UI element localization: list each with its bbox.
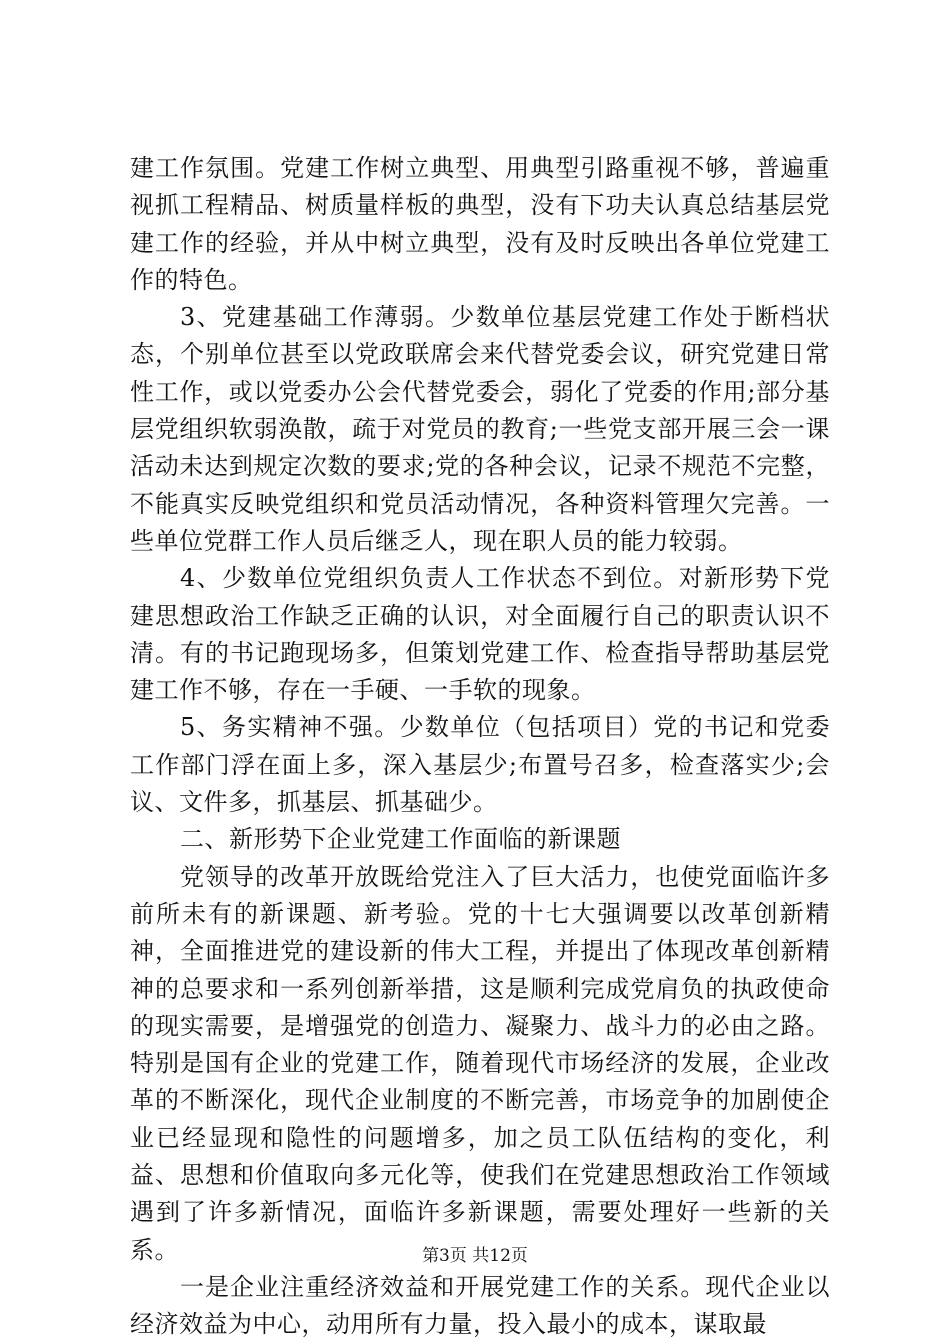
paragraph-3: 4、少数单位党组织负责人工作状态不到位。对新形势下党建思想政治工作缺乏正确的认识，对全面履行自己的职责认识不清。有的书记跑现场多，但策划党建工作、检查指导帮助基层党建工作不够，存在一手硬、一手软的现象。 — [130, 564, 830, 705]
document-body — [130, 150, 830, 1344]
paragraph-4: 5、务实精神不强。少数单位（包括项目）党的书记和党委工作部门浮在面上多，深入基层少;布置号召多，检查落实少;会议、文件多，抓基层、抓基础少。 — [130, 713, 830, 817]
paragraph-1: 建工作氛围。党建工作树立典型、用典型引路重视不够，普遍重视抓工程精品、树质量样板的典型，没有下功夫认真总结基层党建工作的经验，并从中树立典型，没有及时反映出各单位党建工作的特色。 — [130, 154, 830, 294]
paragraph-2: 3、党建基础工作薄弱。少数单位基层党建工作处于断档状态，个别单位甚至以党政联席会来代替党委会议，研究党建日常性工作，或以党委办公会代替党委会，弱化了党委的作用;部分基层党组织软弱涣散，疏于对党员的教育;一些党支部开展三会一课活动未达到规定次数的要求;党的各种会议，记录不规范不完整，不能真实反映党组织和党员活动情况，各种资料管理欠完善。一些单位党群工作人员后继乏人，现在职人员的能力较弱。 — [130, 303, 830, 555]
section-heading: 二、新形势下企业党建工作面临的新课题 — [180, 825, 621, 854]
paragraph-5: 党领导的改革开放既给党注入了巨大活力，也使党面临许多前所未有的新课题、新考验。党的十七大强调要以改革创新精神，全面推进党的建设新的伟大工程，并提出了体现改革创新精神的总要求和一系列创新举措，这是顺利完成党肩负的执政使命的现实需要，是增强党的创造力、凝聚力、战斗力的必由之路。特别是国有企业的党建工作，随着现代市场经济的发展，企业改革的不断深化，现代企业制度的不断完善，市场竞争的加剧使企业已经显现和隐性的问题增多，加之员工队伍结构的变化，利益、思想和价值取向多元化等，使我们在党建思想政治工作领域遇到了许多新情况，面临许多新课题，需要处理好一些新的关系。 — [130, 862, 830, 1264]
page-footer: 第3页 共12页 — [422, 1246, 528, 1266]
paragraph-6: 一是企业注重经济效益和开展党建工作的关系。现代企业以经济效益为中心，动用所有力量，投入最小的成本，谋取最 — [130, 1272, 830, 1339]
